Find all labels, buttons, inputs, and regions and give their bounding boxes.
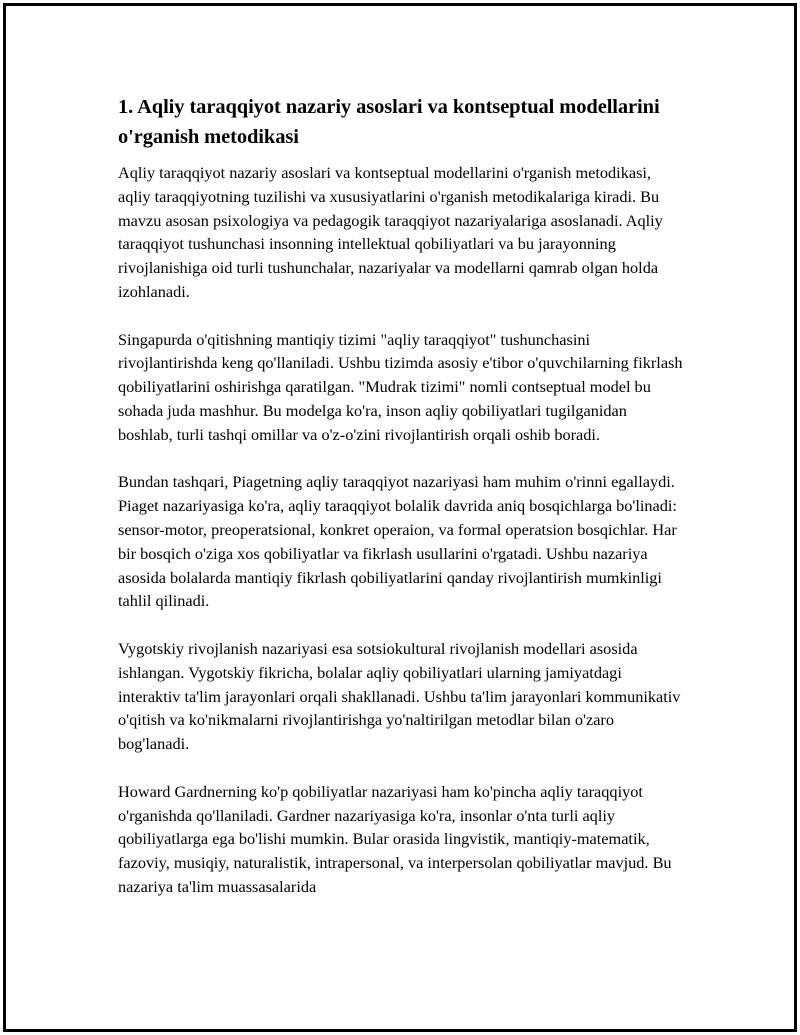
paragraph-gardner: Howard Gardnerning ko'p qobiliyatlar nazariyasi ham ko'pincha aqliy taraqqiyot o'rganishda qo'llaniladi. Gardner nazariyasiga ko'ra, insonlar o'nta turli aqliy qobiliyatlarga ega bo'lishi mumkin. Bular orasida lingvistik, mantiqiy-matematik, fazoviy, musiqiy, naturalistik, intrapersonal, va interpersolan qobiliyatlar mavjud. Bu nazariya ta'lim muassasalarida <box>118 781 672 896</box>
paragraph-intro: Aqliy taraqqiyot nazariy asoslari va kontseptual modellarini o'rganish metodikasi, aqliy taraqqiyotning tuzilishi va xususiyatlarini o'rganish metodikalariga kiradi. Bu mavzu asosan psixologiya va pedagogik taraqqiyot nazariyalariga asoslanadi. Aqliy taraqqiyot tushunchasi insonning intellektual qobiliyatlari va bu jarayonning rivojlanishiga oid turli tushunchalar, nazariyalar va modellarni qamrab olgan holda izohlanadi. <box>118 163 663 301</box>
paragraph-piaget: Bundan tashqari, Piagetning aqliy taraqqiyot nazariyasi ham muhim o'rinni egallaydi. Piaget nazariyasiga ko'ra, aqliy taraqqiyot bolalik davrida aniq bosqichlarga bo'linadi: sensor-motor, preoperatsional, konkret operaion, va formal operatsion bosqichlar. Har bir bosqich o'ziga xos qobiliyatlar va fikrlash usullarini o'rgatadi. Ushbu nazariya asosida bolalarda mantiqiy fikrlash qobiliyatlarini qanday rivojlantirish mumkinligi tahlil qilinadi. <box>118 472 677 611</box>
document-body <box>118 92 683 899</box>
paragraph-vygotsky: Vygotskiy rivojlanish nazariyasi esa sotsiokultural rivojlanish modellari asosida ishlangan. Vygotskiy fikricha, bolalar aqliy qobiliyatlari ularning jamiyatdagi interaktiv ta'lim jarayonlari orqali shakllanadi. Ushbu ta'lim jarayonlari kommunikativ o'qitish va ko'nikmalarni rivojlantirishga yo'naltirilgan metodlar bilan o'zaro bog'lanadi. <box>118 638 681 754</box>
section-heading: 1. Aqliy taraqqiyot nazariy asoslari va kontseptual modellarini o'rganish metodikasi <box>118 96 660 148</box>
paragraph-singapore: Singapurda o'qitishning mantiqiy tizimi "aqliy taraqqiyot" tushunchasini rivojlantirishda keng qo'llaniladi. Ushbu tizimda asosiy e'tibor o'quvchilarning fikrlash qobiliyatlarini oshirishga qaratilgan. "Mudrak tizimi" nomli contseptual model bu sohada juda mashhur. Bu modelga ko'ra, inson aqliy qobiliyatlari tugilganidan boshlab, turli tashqi omillar va o'z-o'zini rivojlantirish orqali oshib boradi. <box>118 329 683 444</box>
